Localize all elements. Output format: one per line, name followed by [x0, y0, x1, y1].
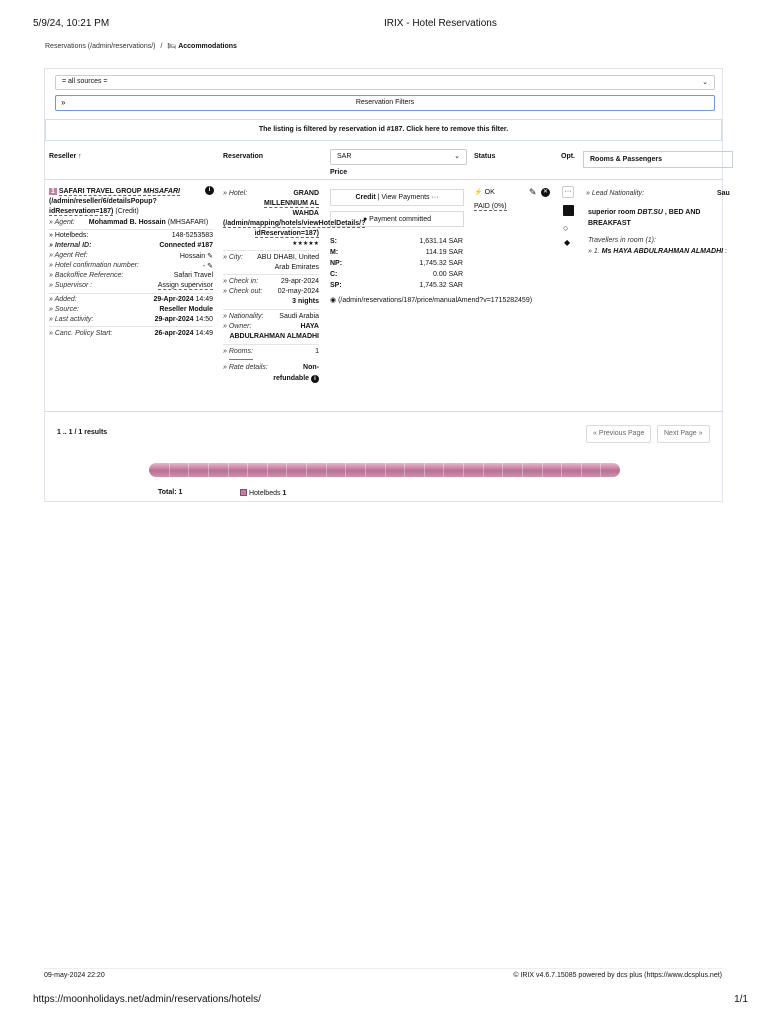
bar-segment-line [169, 463, 170, 477]
divider [223, 274, 319, 275]
source-label: » Source: [49, 306, 79, 313]
canc-date: 26-apr-2024 [154, 330, 194, 337]
added-value [153, 296, 213, 303]
previous-page-button[interactable]: « Previous Page [586, 425, 651, 443]
payment-committed-text: Payment committed [369, 216, 432, 223]
double-chevron-down-icon: » [61, 98, 66, 107]
rooms-count-value: 1 [315, 348, 319, 355]
source-value: Reseller Module [159, 306, 213, 313]
manual-amend-text: (/admin/reservations/187/price/manualAmend?v=1715282459) [338, 297, 533, 304]
footer-powered: © IRIX v4.6.7.15085 powered by dcs plus (https://www.dcsplus.net) [513, 972, 722, 979]
agent-ref-value [180, 252, 213, 260]
price-c-value: 0.00 SAR [433, 271, 463, 278]
credit-box [330, 189, 464, 206]
bar-segment-line [600, 463, 601, 477]
rooms-count-label: » Rooms: [223, 348, 253, 355]
reseller-title [49, 188, 180, 195]
hotel-line3[interactable]: WAHDA [292, 210, 319, 217]
divider [49, 293, 213, 294]
bar-segment-line [188, 463, 189, 477]
bar-segment-line [208, 463, 209, 477]
reseller-name-link[interactable]: SAFARI TRAVEL GROUP [58, 188, 142, 195]
backoffice-label: » Backoffice Reference: [49, 272, 124, 279]
price-c-label: C: [330, 271, 338, 278]
summary-legend [240, 489, 286, 497]
hotel-details-link2[interactable]: idReservation=187) [254, 230, 319, 237]
print-title: IRIX - Hotel Reservations [384, 18, 497, 29]
bar-segment-line [267, 463, 268, 477]
payment-committed-box [330, 211, 464, 227]
owner-line2: ABDULRAHMAN ALMADHI [229, 333, 319, 340]
city-label: » City: [223, 254, 243, 261]
tag-icon[interactable]: ◆ [564, 238, 571, 247]
price-sp-label: SP: [330, 282, 342, 289]
checkout-label: » Check out: [223, 288, 263, 295]
room-board-line2: BREAKFAST [588, 220, 631, 227]
bar-segment-line [581, 463, 582, 477]
footer-divider [44, 968, 723, 969]
check-circle-icon: ● [362, 216, 368, 223]
checkout-value: 02-may-2024 [277, 288, 319, 295]
print-page: 1/1 [734, 994, 748, 1005]
source-select-value: = all sources = [62, 78, 108, 85]
hotel-label: » Hotel: [223, 190, 248, 197]
reservation-filters-label: Reservation Filters [355, 99, 415, 106]
price-np-value: 1,745.32 SAR [419, 260, 463, 267]
internal-id-value [159, 242, 213, 249]
owner-label: » Owner: [223, 323, 252, 330]
currency-select[interactable] [330, 149, 467, 165]
room-line1 [588, 209, 700, 216]
hotel-conf-text: - [202, 263, 206, 270]
divider [229, 359, 253, 360]
breadcrumb-separator: / [160, 43, 163, 50]
room-code: DBT.SU [637, 209, 663, 216]
footer-date: 09-may-2024 22:20 [44, 972, 105, 979]
legend-count: 1 [282, 490, 287, 497]
reservations-panel [44, 68, 730, 502]
last-activity-date: 29-apr-2024 [154, 316, 194, 323]
divider [49, 229, 213, 230]
bar-segment-line [542, 463, 543, 477]
last-activity-time: 14:50 [195, 316, 213, 323]
hotelbeds-label: » Hotelbeds: [49, 232, 89, 239]
nationality-label: » Nationality: [223, 313, 264, 320]
bar-segment-line [365, 463, 366, 477]
internal-id-label-text: » Internal ID: [49, 242, 92, 249]
bar-segment-line [443, 463, 444, 477]
col-rooms-passengers: Rooms & Passengers [583, 151, 733, 168]
print-datetime: 5/9/24, 10:21 PM [33, 18, 110, 29]
price-s-value: 1,631.14 SAR [419, 238, 463, 245]
legend-name: Hotelbeds [248, 490, 281, 497]
assign-supervisor-link[interactable]: Assign supervisor [157, 282, 213, 289]
print-url: https://moonholidays.net/admin/reservations/hotels/ [33, 994, 261, 1005]
checkin-label: » Check in: [223, 278, 259, 285]
bar-segment-line [522, 463, 523, 477]
price-m-value: 114.19 SAR [425, 249, 463, 256]
results-divider [45, 411, 722, 412]
status-ok-text: OK [484, 189, 495, 196]
more-options-button[interactable]: ··· [562, 186, 574, 198]
agent-ref-text: Hossain [179, 253, 206, 260]
reseller-code: MHSAFARI [143, 188, 180, 195]
comment-icon[interactable]: ○ [563, 223, 569, 233]
bar-segment-line [424, 463, 425, 477]
travellers-label: Travellers in room (1): [588, 237, 656, 244]
col-opt: Opt. [561, 153, 575, 160]
traveller-suffix: : [725, 248, 727, 255]
pencil-icon[interactable]: ✎ [207, 253, 213, 260]
lead-nationality-value: Sau [717, 190, 730, 197]
next-page-button[interactable]: Next Page » [657, 425, 710, 443]
price-sp-value: 1,745.32 SAR [419, 282, 463, 289]
canc-time: 14:49 [195, 330, 213, 337]
city-line2: Arab Emirates [274, 264, 319, 271]
owner-line1: HAYA [300, 323, 319, 330]
hotel-line2[interactable]: MILLENNIUM AL [264, 200, 319, 207]
added-label: » Added: [49, 296, 77, 303]
eye-icon: ◉ [330, 297, 337, 304]
bar-segment-line [326, 463, 327, 477]
breadcrumb-current: Accommodations [178, 43, 237, 50]
bar-segment-line [502, 463, 503, 477]
breadcrumb-link-reservations[interactable]: Reservations (/admin/reservations/) [45, 43, 156, 50]
hotel-line1[interactable]: GRAND [293, 190, 319, 197]
bed-icon: 🛏 [167, 43, 177, 50]
chevron-down-icon: ⌄ [454, 153, 460, 160]
price-s-label: S: [330, 238, 337, 245]
col-reservation: Reservation [223, 153, 264, 160]
results-count: 1 .. 1 / 1 results [57, 429, 108, 436]
nationality-value: Saudi Arabia [279, 313, 319, 320]
added-date: 29-Apr-2024 [153, 296, 194, 303]
hotel-conf-label: » Hotel confirmation number: [49, 262, 139, 269]
hotelbeds-value: 148-5253583 [171, 232, 213, 239]
source-select[interactable] [55, 75, 715, 90]
agent-row [49, 219, 208, 226]
row-number-badge: 1 [51, 188, 55, 195]
divider [223, 344, 319, 345]
room-board: , BED AND [664, 209, 701, 216]
breadcrumb [45, 42, 237, 50]
col-price: Price [330, 169, 348, 176]
view-payments-link[interactable]: | View Payments [377, 194, 430, 201]
bar-segment-line [385, 463, 386, 477]
stop-icon[interactable] [563, 205, 574, 216]
last-activity-label: » Last activity: [49, 316, 94, 323]
room-name: superior room [588, 209, 636, 216]
internal-id-label [49, 242, 91, 249]
cancel-icon[interactable]: ✕ [542, 189, 549, 195]
traveller-name: Ms HAYA ABDULRAHMAN ALMADHI [601, 248, 724, 255]
pencil-icon[interactable]: ✎ [207, 263, 213, 270]
summary-total: Total: 1 [158, 489, 183, 496]
divider [223, 250, 319, 251]
hotelbeds-summary-bar [149, 463, 620, 477]
bar-segment-line [404, 463, 405, 477]
agent-code: (MHSAFARI) [167, 219, 209, 226]
reseller-link-line2-text[interactable]: idReservation=187) [49, 208, 114, 215]
traveller-row [588, 248, 727, 255]
status-ok [474, 188, 495, 196]
more-icon[interactable]: ··· [431, 194, 439, 201]
chevron-down-icon: ⌄ [702, 79, 708, 86]
rate-details-label: » Rate details: [223, 364, 268, 371]
price-np-label: NP: [330, 260, 343, 267]
bar-segment-line [483, 463, 484, 477]
rate-line2-text: refundable [273, 375, 310, 382]
bar-segment-line [345, 463, 346, 477]
tag-icon[interactable]: ✎ [529, 187, 537, 197]
canc-policy-value [155, 330, 213, 337]
filter-notice[interactable]: The listing is filtered by reservation id #187. Click here to remove this filter. [45, 119, 722, 141]
header-divider [45, 179, 722, 180]
reseller-credit: (Credit) [115, 208, 139, 215]
rate-line2 [273, 375, 319, 383]
bar-segment-line [247, 463, 248, 477]
col-status: Status [474, 153, 496, 160]
legend-swatch [240, 489, 247, 496]
divider [223, 309, 319, 310]
reservation-filters-toggle[interactable] [55, 95, 715, 111]
agent-name: Mohammad B. Hossain [88, 219, 166, 226]
bar-segment-line [286, 463, 287, 477]
hotel-details-link1[interactable]: (/admin/mapping/hotels/viewHotelDetails/? [223, 220, 366, 227]
col-reseller[interactable]: Reseller ↑ [49, 153, 82, 160]
currency-select-value: SAR [337, 153, 352, 160]
added-time: 14:49 [195, 296, 213, 303]
info-icon[interactable]: i [205, 186, 214, 195]
hotel-stars: ★★★★★ [292, 241, 319, 247]
canc-policy-label: » Canc. Policy Start: [49, 330, 113, 337]
lead-nationality-label: » Lead Nationality: [586, 190, 644, 197]
manual-amend-link[interactable] [330, 296, 532, 304]
bar-segment-line [463, 463, 464, 477]
status-paid: PAID (0%) [474, 203, 507, 210]
checkin-value: 29-apr-2024 [280, 278, 319, 285]
supervisor-label: » Supervisor : [49, 282, 93, 289]
bar-segment-line [228, 463, 229, 477]
rate-line1: Non- [303, 364, 319, 371]
hotel-conf-value [203, 262, 213, 270]
agent-ref-label: » Agent Ref: [49, 252, 88, 259]
reseller-link-line1[interactable]: (/admin/reseller/6/detailsPopup? [49, 198, 157, 205]
divider [49, 326, 213, 327]
credit-label: Credit [355, 194, 376, 201]
price-m-label: M: [330, 249, 339, 256]
agent-label: » Agent: [49, 219, 75, 226]
city-line1: ABU DHABI, United [257, 254, 319, 261]
traveller-prefix: » 1. [588, 248, 600, 255]
nights: 3 nights [292, 298, 319, 305]
reseller-link-line2 [49, 208, 139, 215]
bolt-icon: ⚡ [474, 189, 483, 196]
info-icon[interactable]: i [311, 375, 319, 383]
backoffice-value: Safari Travel [173, 272, 213, 279]
internal-id-value-text: Connected #187 [159, 242, 213, 249]
bar-segment-line [561, 463, 562, 477]
last-activity-value [155, 316, 213, 323]
bar-segment-line [306, 463, 307, 477]
